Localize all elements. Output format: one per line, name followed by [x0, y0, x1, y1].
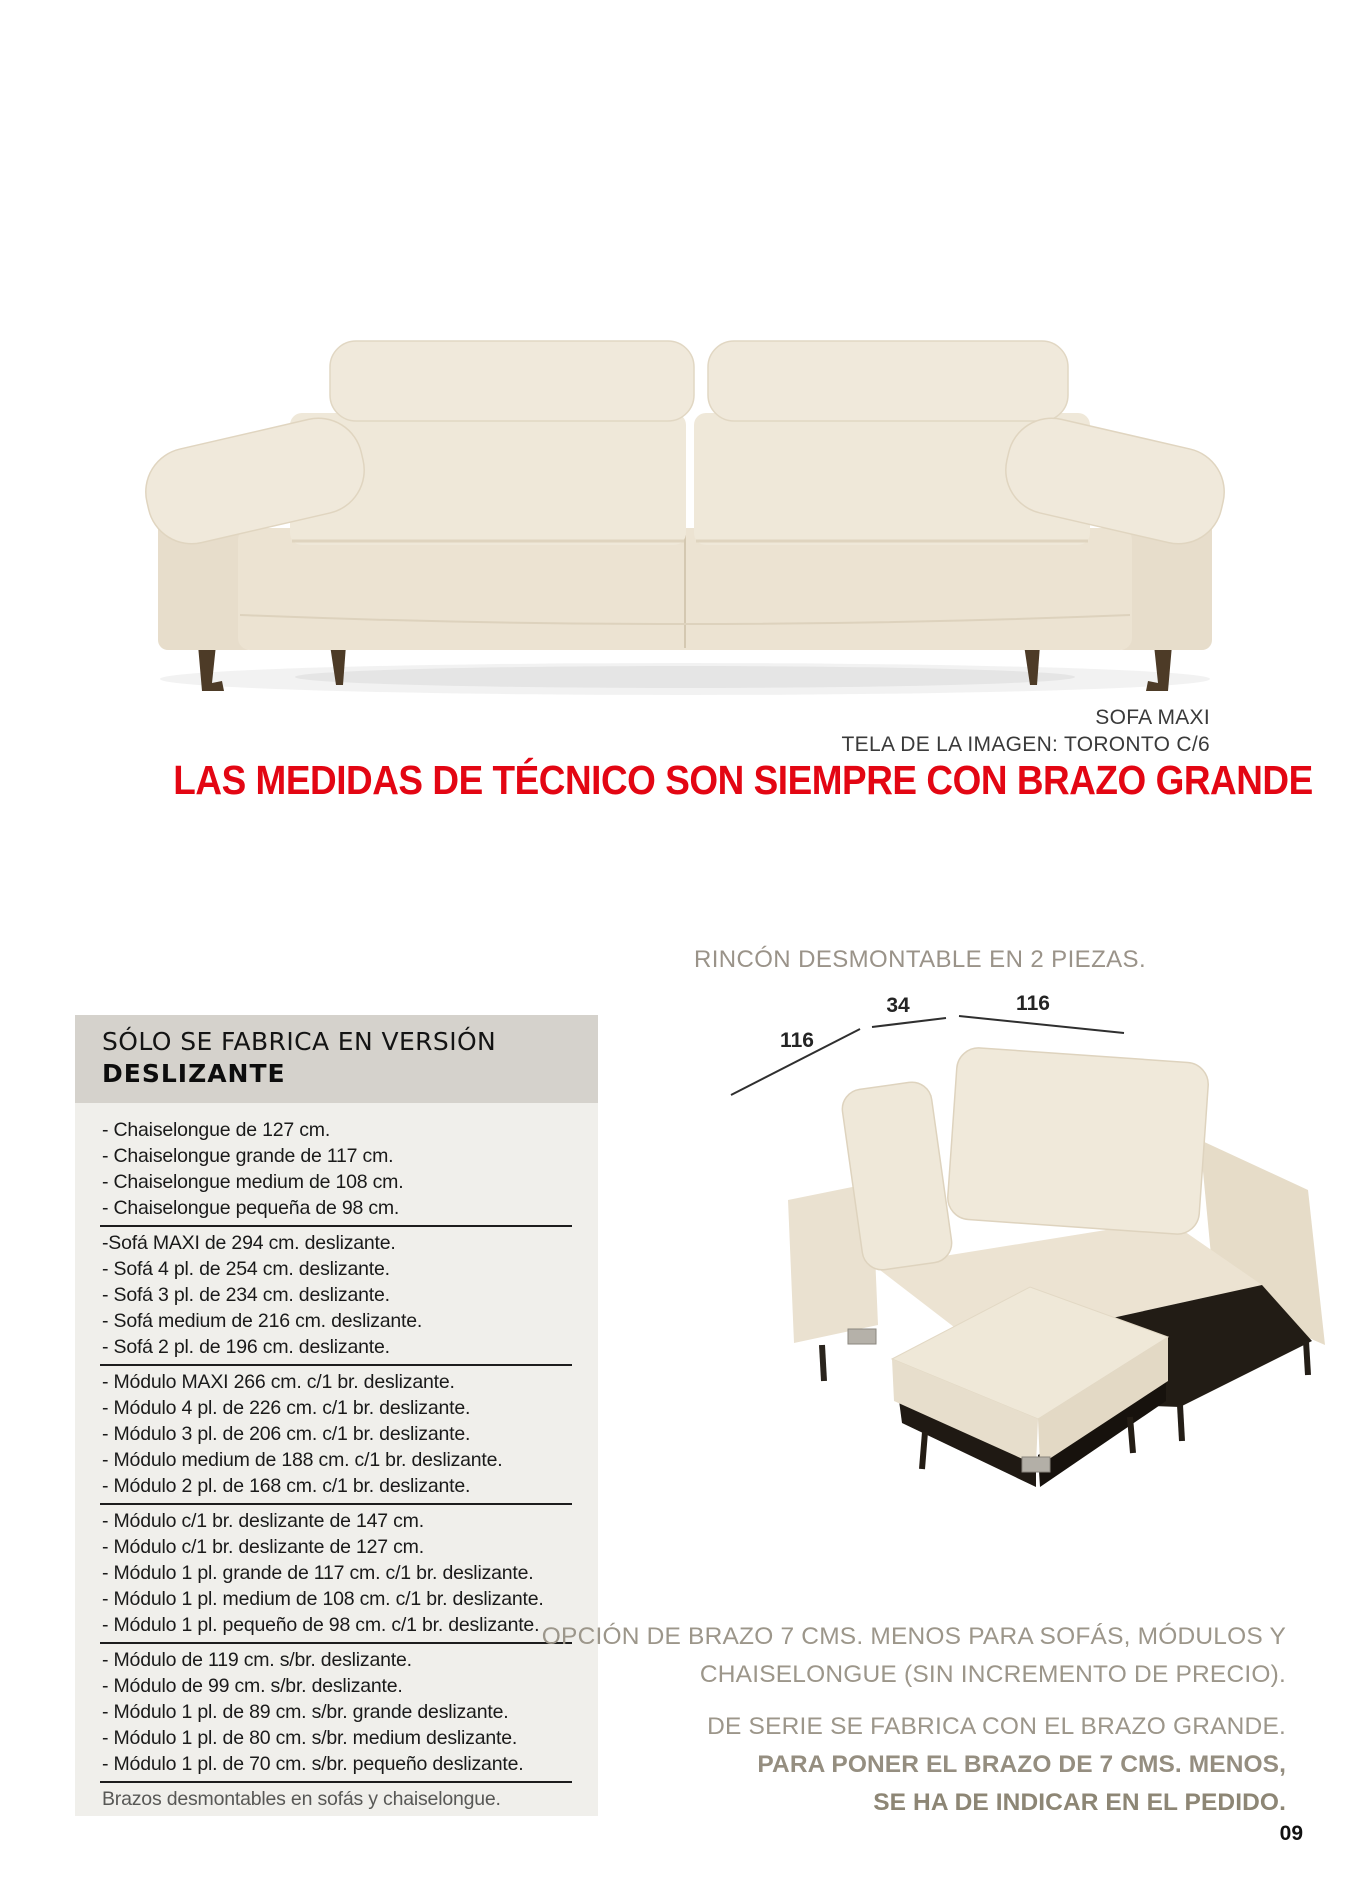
spec-group-separator [100, 1642, 572, 1644]
arm-note-poner: PARA PONER EL BRAZO DE 7 CMS. MENOS, [757, 1751, 1286, 1778]
spec-item: - Módulo medium de 188 cm. c/1 br. deslizante. [102, 1449, 503, 1471]
spec-item: -Sofá MAXI de 294 cm. deslizante. [102, 1232, 396, 1254]
photo-caption-fabric: TELA DE LA IMAGEN: TORONTO C/6 [841, 733, 1210, 756]
spec-item: - Chaiselongue pequeña de 98 cm. [102, 1197, 400, 1219]
spec-item: - Chaiselongue grande de 117 cm. [102, 1145, 394, 1167]
photo-caption-model: SOFA MAXI [1095, 706, 1210, 729]
spec-item: - Sofá medium de 216 cm. deslizante. [102, 1310, 423, 1332]
spec-item: - Sofá 3 pl. de 234 cm. deslizante. [102, 1284, 390, 1306]
spec-item: - Módulo c/1 br. deslizante de 127 cm. [102, 1536, 424, 1558]
spec-group-separator [100, 1781, 572, 1783]
spec-title-box [75, 1015, 598, 1103]
corner-leg-2 [1180, 1405, 1182, 1441]
spec-item: - Chaiselongue de 127 cm. [102, 1119, 331, 1141]
arm-note-line2: CHAISELONGUE (SIN INCREMENTO DE PRECIO). [699, 1661, 1286, 1688]
spec-item: - Chaiselongue medium de 108 cm. [102, 1171, 404, 1193]
arm-note-line1: OPCIÓN DE BRAZO 7 CMS. MENOS PARA SOFÁS, MÓDULOS Y [541, 1623, 1286, 1650]
dimension-line-right [959, 1016, 1124, 1033]
corner-connector-clip [848, 1329, 876, 1344]
photo-caption [842, 704, 1210, 758]
page-headline: LAS MEDIDAS DE TÉCNICO SON SIEMPRE CON BRAZO GRANDE [173, 757, 1313, 803]
spec-list-box [75, 1103, 598, 1816]
arm-note-serie: DE SERIE SE FABRICA CON EL BRAZO GRANDE. [707, 1713, 1286, 1740]
spec-item: - Módulo MAXI 266 cm. c/1 br. deslizante. [102, 1371, 455, 1393]
spec-item: - Módulo c/1 br. deslizante de 147 cm. [102, 1510, 424, 1532]
spec-title-line2: DESLIZANTE [102, 1059, 286, 1088]
spec-item: - Módulo de 99 cm. s/br. deslizante. [102, 1675, 403, 1697]
spec-item: - Módulo de 119 cm. s/br. deslizante. [102, 1649, 412, 1671]
spec-footnote: Brazos desmontables en sofás y chaiselongue. [102, 1788, 501, 1810]
ottoman-leg-1 [922, 1432, 925, 1469]
spec-item: - Módulo 1 pl. de 70 cm. s/br. pequeño deslizante. [102, 1753, 524, 1775]
dimension-line-mid [872, 1018, 946, 1027]
spec-item: - Módulo 2 pl. de 168 cm. c/1 br. deslizante. [102, 1475, 471, 1497]
corner-back-cushion-right [946, 1046, 1209, 1235]
dimension-label-right: 116 [1016, 992, 1050, 1015]
corner-diagram-title: RINCÓN DESMONTABLE EN 2 PIEZAS. [693, 946, 1147, 973]
spec-group-separator [100, 1503, 572, 1505]
dimension-label-mid: 34 [886, 994, 910, 1017]
spec-item: - Módulo 4 pl. de 226 cm. c/1 br. deslizante. [102, 1397, 471, 1419]
spec-group-separator [100, 1225, 572, 1227]
headline-wrap [110, 757, 1313, 804]
arm-note-pedido: SE HA DE INDICAR EN EL PEDIDO. [873, 1789, 1286, 1816]
dimension-label-left: 116 [780, 1029, 814, 1052]
corner-leg-3 [1306, 1341, 1308, 1375]
spec-item: - Módulo 1 pl. grande de 117 cm. c/1 br. deslizante. [102, 1562, 534, 1584]
corner-left-leg [822, 1345, 824, 1381]
spec-item: - Módulo 1 pl. pequeño de 98 cm. c/1 br. deslizante. [102, 1614, 540, 1636]
spec-item: - Sofá 4 pl. de 254 cm. deslizante. [102, 1258, 390, 1280]
arm-option-note [526, 1618, 1286, 1822]
ottoman-leg-2 [1130, 1417, 1133, 1453]
sofa-headrest-right [708, 341, 1068, 421]
spec-item: - Módulo 1 pl. de 80 cm. s/br. medium deslizante. [102, 1727, 518, 1749]
page-number: 09 [1279, 1822, 1303, 1845]
arm-note-paragraph [526, 1618, 1286, 1694]
spec-item: - Módulo 1 pl. de 89 cm. s/br. grande deslizante. [102, 1701, 509, 1723]
sofa-maxi-photo [140, 285, 1230, 705]
spec-group-separator [100, 1364, 572, 1366]
spec-item: - Sofá 2 pl. de 196 cm. deslizante. [102, 1336, 390, 1358]
spec-item: - Módulo 3 pl. de 206 cm. c/1 br. deslizante. [102, 1423, 471, 1445]
spec-item: - Módulo 1 pl. medium de 108 cm. c/1 br. deslizante. [102, 1588, 544, 1610]
ottoman-connector-clip [1022, 1457, 1050, 1472]
sofa-headrest-left [330, 341, 694, 421]
corner-diagram [700, 985, 1359, 1605]
sofa-shadow-inner [295, 666, 1075, 688]
spec-title-line1: SÓLO SE FABRICA EN VERSIÓN [102, 1027, 497, 1056]
